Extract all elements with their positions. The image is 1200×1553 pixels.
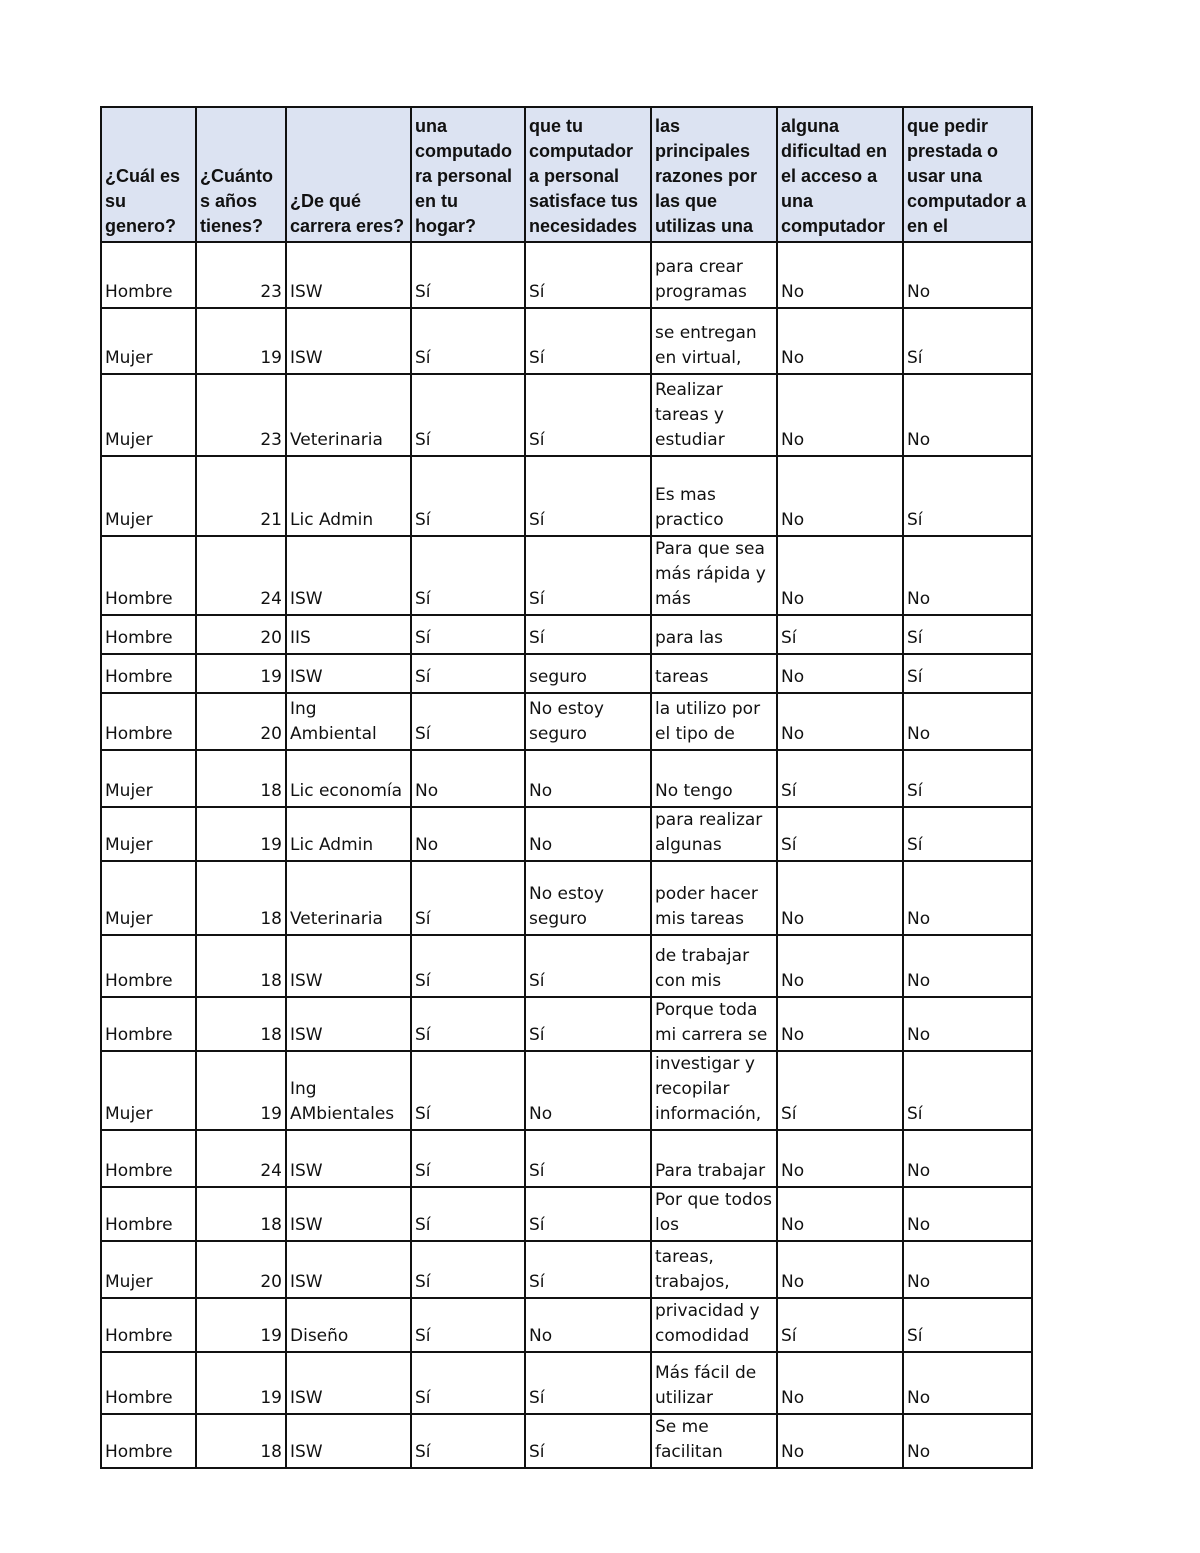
difficulty-cell: Sí — [777, 1298, 903, 1352]
reason-cell: de trabajar con mis — [651, 935, 777, 997]
table-row — [101, 654, 1032, 693]
satisfies-cell: Sí — [525, 536, 651, 615]
has-computer-cell: Sí — [411, 1241, 525, 1298]
borrow-cell: No — [903, 1352, 1032, 1414]
table-row — [101, 807, 1032, 861]
borrow-cell: Sí — [903, 750, 1032, 807]
gender-cell: Hombre — [101, 1130, 196, 1187]
table-row — [101, 536, 1032, 615]
table-row — [101, 861, 1032, 935]
career-cell: Lic economía — [286, 750, 411, 807]
age-cell: 23 — [196, 374, 286, 456]
age-cell: 20 — [196, 1241, 286, 1298]
career-cell: Lic Admin — [286, 456, 411, 536]
reason-cell: se entregan en virtual, — [651, 308, 777, 374]
borrow-cell: No — [903, 1130, 1032, 1187]
reason-cell: Por que todos los — [651, 1187, 777, 1241]
table-row — [101, 308, 1032, 374]
has-computer-cell: Sí — [411, 536, 525, 615]
has-computer-cell: Sí — [411, 1051, 525, 1130]
table-row — [101, 1130, 1032, 1187]
borrow-cell: Sí — [903, 1051, 1032, 1130]
has-computer-cell: Sí — [411, 861, 525, 935]
age-cell: 18 — [196, 997, 286, 1051]
difficulty-cell: No — [777, 1352, 903, 1414]
difficulty-cell: No — [777, 456, 903, 536]
gender-cell: Hombre — [101, 1298, 196, 1352]
career-cell: ISW — [286, 1241, 411, 1298]
satisfies-cell: Sí — [525, 1414, 651, 1468]
difficulty-cell: Sí — [777, 750, 903, 807]
gender-cell: Hombre — [101, 693, 196, 750]
table-row — [101, 1051, 1032, 1130]
table-row — [101, 374, 1032, 456]
career-cell: ISW — [286, 1414, 411, 1468]
career-cell: Veterinaria — [286, 374, 411, 456]
has-computer-cell: Sí — [411, 374, 525, 456]
difficulty-cell: No — [777, 1241, 903, 1298]
header-gender: ¿Cuál es su genero? — [101, 107, 196, 242]
has-computer-cell: Sí — [411, 242, 525, 308]
survey-table — [100, 106, 1033, 1469]
career-cell: ISW — [286, 1187, 411, 1241]
age-cell: 19 — [196, 1298, 286, 1352]
age-cell: 19 — [196, 654, 286, 693]
header-access-difficulty: alguna dificultad en el acceso a una computador — [777, 107, 903, 242]
satisfies-cell: No — [525, 1298, 651, 1352]
difficulty-cell: Sí — [777, 615, 903, 654]
career-cell: IIS — [286, 615, 411, 654]
table-row — [101, 997, 1032, 1051]
borrow-cell: No — [903, 935, 1032, 997]
table-row — [101, 242, 1032, 308]
header-reasons: las principales razones por las que utilizas una — [651, 107, 777, 242]
satisfies-cell: No estoy seguro — [525, 861, 651, 935]
reason-cell: Para que sea más rápida y más — [651, 536, 777, 615]
difficulty-cell: Sí — [777, 1051, 903, 1130]
satisfies-cell: Sí — [525, 615, 651, 654]
has-computer-cell: Sí — [411, 693, 525, 750]
has-computer-cell: Sí — [411, 654, 525, 693]
gender-cell: Hombre — [101, 935, 196, 997]
difficulty-cell: No — [777, 997, 903, 1051]
age-cell: 18 — [196, 1414, 286, 1468]
age-cell: 19 — [196, 308, 286, 374]
borrow-cell: Sí — [903, 654, 1032, 693]
has-computer-cell: Sí — [411, 935, 525, 997]
borrow-cell: No — [903, 1187, 1032, 1241]
has-computer-cell: No — [411, 807, 525, 861]
header-row — [101, 107, 1032, 242]
table-row — [101, 750, 1032, 807]
satisfies-cell: Sí — [525, 456, 651, 536]
header-age: ¿Cuánto s años tienes? — [196, 107, 286, 242]
header-satisfies-needs: que tu computador a personal satisface tus necesidades — [525, 107, 651, 242]
reason-cell: Realizar tareas y estudiar — [651, 374, 777, 456]
gender-cell: Mujer — [101, 750, 196, 807]
satisfies-cell: Sí — [525, 1187, 651, 1241]
table-row — [101, 1241, 1032, 1298]
has-computer-cell: Sí — [411, 456, 525, 536]
table-row — [101, 1352, 1032, 1414]
table-row — [101, 693, 1032, 750]
gender-cell: Hombre — [101, 1187, 196, 1241]
age-cell: 19 — [196, 1352, 286, 1414]
borrow-cell: Sí — [903, 1298, 1032, 1352]
age-cell: 20 — [196, 693, 286, 750]
borrow-cell: No — [903, 693, 1032, 750]
difficulty-cell: No — [777, 1414, 903, 1468]
difficulty-cell: No — [777, 308, 903, 374]
satisfies-cell: No estoy seguro — [525, 693, 651, 750]
reason-cell: poder hacer mis tareas — [651, 861, 777, 935]
age-cell: 24 — [196, 1130, 286, 1187]
has-computer-cell: Sí — [411, 1187, 525, 1241]
career-cell: ISW — [286, 654, 411, 693]
borrow-cell: Sí — [903, 615, 1032, 654]
reason-cell: para realizar algunas — [651, 807, 777, 861]
career-cell: ISW — [286, 935, 411, 997]
age-cell: 18 — [196, 935, 286, 997]
satisfies-cell: No — [525, 1051, 651, 1130]
career-cell: ISW — [286, 997, 411, 1051]
has-computer-cell: Sí — [411, 1298, 525, 1352]
difficulty-cell: No — [777, 536, 903, 615]
header-career: ¿De qué carrera eres? — [286, 107, 411, 242]
satisfies-cell: seguro — [525, 654, 651, 693]
table-row — [101, 456, 1032, 536]
table-row — [101, 1187, 1032, 1241]
table-row — [101, 615, 1032, 654]
gender-cell: Mujer — [101, 308, 196, 374]
satisfies-cell: Sí — [525, 1352, 651, 1414]
career-cell: ISW — [286, 536, 411, 615]
difficulty-cell: No — [777, 861, 903, 935]
career-cell: ISW — [286, 242, 411, 308]
satisfies-cell: Sí — [525, 997, 651, 1051]
satisfies-cell: Sí — [525, 935, 651, 997]
has-computer-cell: Sí — [411, 1352, 525, 1414]
difficulty-cell: No — [777, 242, 903, 308]
satisfies-cell: Sí — [525, 1130, 651, 1187]
reason-cell: privacidad y comodidad — [651, 1298, 777, 1352]
gender-cell: Mujer — [101, 861, 196, 935]
table-row — [101, 1414, 1032, 1468]
has-computer-cell: Sí — [411, 1414, 525, 1468]
gender-cell: Mujer — [101, 1051, 196, 1130]
gender-cell: Mujer — [101, 1241, 196, 1298]
gender-cell: Hombre — [101, 242, 196, 308]
satisfies-cell: Sí — [525, 374, 651, 456]
age-cell: 18 — [196, 861, 286, 935]
age-cell: 24 — [196, 536, 286, 615]
age-cell: 23 — [196, 242, 286, 308]
career-cell: ISW — [286, 1352, 411, 1414]
header-has-computer: una computado ra personal en tu hogar? — [411, 107, 525, 242]
satisfies-cell: No — [525, 807, 651, 861]
career-cell: ISW — [286, 308, 411, 374]
reason-cell: para crear programas — [651, 242, 777, 308]
gender-cell: Mujer — [101, 807, 196, 861]
has-computer-cell: Sí — [411, 1130, 525, 1187]
career-cell: Diseño — [286, 1298, 411, 1352]
reason-cell: Se me facilitan — [651, 1414, 777, 1468]
age-cell: 18 — [196, 1187, 286, 1241]
borrow-cell: Sí — [903, 308, 1032, 374]
age-cell: 21 — [196, 456, 286, 536]
satisfies-cell: Sí — [525, 1241, 651, 1298]
reason-cell: No tengo — [651, 750, 777, 807]
satisfies-cell: No — [525, 750, 651, 807]
career-cell: Veterinaria — [286, 861, 411, 935]
gender-cell: Hombre — [101, 536, 196, 615]
reason-cell: para las — [651, 615, 777, 654]
borrow-cell: No — [903, 861, 1032, 935]
difficulty-cell: No — [777, 654, 903, 693]
borrow-cell: Sí — [903, 807, 1032, 861]
borrow-cell: No — [903, 1241, 1032, 1298]
career-cell: Ing Ambiental — [286, 693, 411, 750]
gender-cell: Hombre — [101, 1352, 196, 1414]
difficulty-cell: No — [777, 374, 903, 456]
gender-cell: Hombre — [101, 1414, 196, 1468]
reason-cell: tareas — [651, 654, 777, 693]
gender-cell: Hombre — [101, 654, 196, 693]
gender-cell: Hombre — [101, 615, 196, 654]
reason-cell: tareas, trabajos, — [651, 1241, 777, 1298]
difficulty-cell: Sí — [777, 807, 903, 861]
borrow-cell: No — [903, 997, 1032, 1051]
career-cell: Ing AMbientales — [286, 1051, 411, 1130]
table-row — [101, 935, 1032, 997]
reason-cell: investigar y recopilar información, — [651, 1051, 777, 1130]
reason-cell: Porque toda mi carrera se — [651, 997, 777, 1051]
reason-cell: Más fácil de utilizar — [651, 1352, 777, 1414]
satisfies-cell: Sí — [525, 308, 651, 374]
career-cell: Lic Admin — [286, 807, 411, 861]
reason-cell: Es mas practico — [651, 456, 777, 536]
reason-cell: la utilizo por el tipo de — [651, 693, 777, 750]
borrow-cell: No — [903, 242, 1032, 308]
age-cell: 18 — [196, 750, 286, 807]
borrow-cell: No — [903, 1414, 1032, 1468]
gender-cell: Mujer — [101, 456, 196, 536]
career-cell: ISW — [286, 1130, 411, 1187]
satisfies-cell: Sí — [525, 242, 651, 308]
gender-cell: Hombre — [101, 997, 196, 1051]
has-computer-cell: Sí — [411, 615, 525, 654]
survey-table-sheet — [100, 106, 1031, 1469]
header-borrow-computer: que pedir prestada o usar una computador a en el — [903, 107, 1032, 242]
borrow-cell: No — [903, 374, 1032, 456]
age-cell: 20 — [196, 615, 286, 654]
difficulty-cell: No — [777, 1130, 903, 1187]
reason-cell: Para trabajar — [651, 1130, 777, 1187]
has-computer-cell: No — [411, 750, 525, 807]
table-row — [101, 1298, 1032, 1352]
borrow-cell: No — [903, 536, 1032, 615]
difficulty-cell: No — [777, 1187, 903, 1241]
gender-cell: Mujer — [101, 374, 196, 456]
has-computer-cell: Sí — [411, 997, 525, 1051]
difficulty-cell: No — [777, 935, 903, 997]
borrow-cell: Sí — [903, 456, 1032, 536]
age-cell: 19 — [196, 807, 286, 861]
age-cell: 19 — [196, 1051, 286, 1130]
difficulty-cell: No — [777, 693, 903, 750]
has-computer-cell: Sí — [411, 308, 525, 374]
